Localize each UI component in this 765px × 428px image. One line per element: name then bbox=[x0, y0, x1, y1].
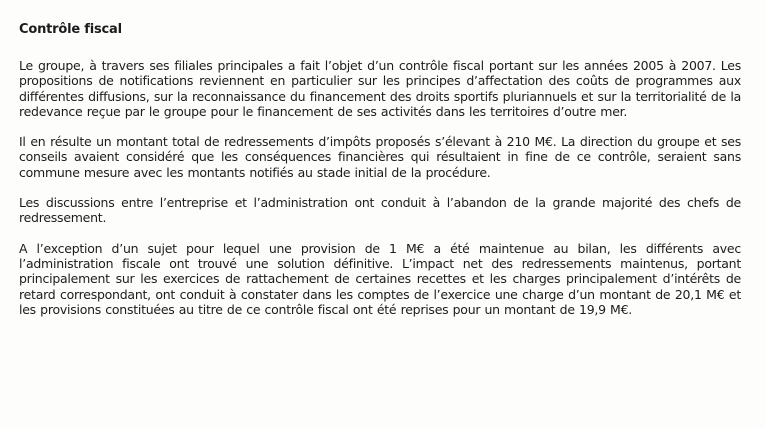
paragraph-net-impact: A l’exception d’un sujet pour lequel une provision de 1 M€ a été maintenue au bilan, les différents avec l’administration fiscale ont trouvé une solution définitive. L’impact net des redressements maintenus, portant principalement sur les exercices de rattachement de certaines recettes et les charges principalement d’intérêts de retard correspondant, ont conduit à constater dans les comptes de l’exercice une charge d’un montant de 20,1 M€ et les provisions constituées au titre de ce contrôle fiscal ont été reprises pour un montant de 19,9 M€. bbox=[19, 240, 741, 317]
paragraph-tax-audit-scope: Le groupe, à travers ses filiales principales a fait l’objet d’un contrôle fiscal portant sur les années 2005 à 2007. Les propositions de notifications reviennent en particulier sur les principes d’affectation des coûts de programmes aux différentes diffusions, sur la reconnaissance du financement des droits sportifs pluriannuels et sur la territorialité de la redevance reçue par le groupe pour le financement de ses activités dans les territoires d’outre mer. bbox=[19, 58, 741, 119]
paragraph-reassessment-amount: Il en résulte un montant total de redressements d’impôts proposés s’élevant à 210 M€. La direction du groupe et ses conseils avaient considéré que les conséquences financières qui résultaient in fine de ce contrôle, seraient sans commune mesure avec les montants notifiés au stade initial de la procédure. bbox=[19, 134, 741, 180]
section-title: Contrôle fiscal bbox=[19, 22, 122, 37]
document-body bbox=[19, 22, 741, 332]
paragraph-discussions-outcome: Les discussions entre l’entreprise et l’administration ont conduit à l’abandon de la grande majorité des chefs de redressement. bbox=[19, 195, 741, 226]
